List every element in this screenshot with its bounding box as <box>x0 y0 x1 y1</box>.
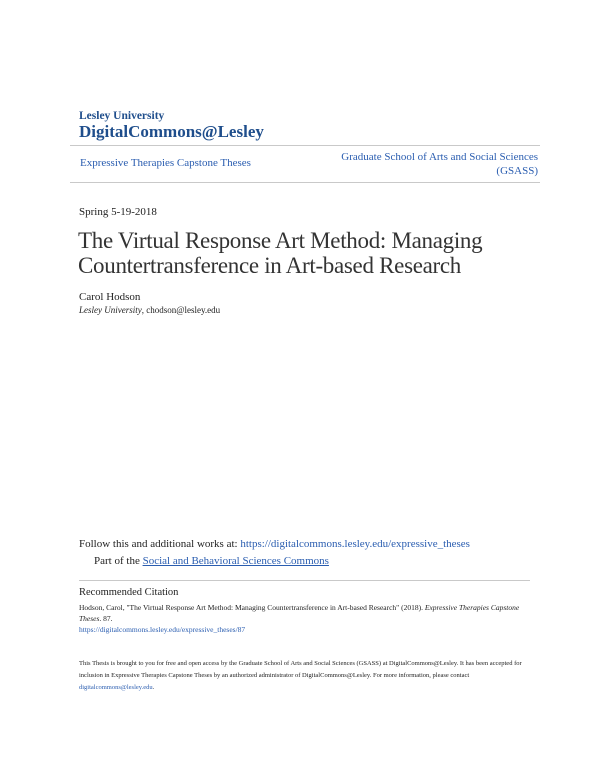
author-email: , chodson@lesley.edu <box>141 305 221 315</box>
publication-date: Spring 5-19-2018 <box>79 206 157 218</box>
footer-end: . <box>152 684 155 691</box>
follow-label: Follow this and additional works at: <box>79 538 241 550</box>
affiliation-name: Lesley University <box>79 305 142 315</box>
citation-heading: Recommended Citation <box>79 587 179 598</box>
citation-body: Hodson, Carol, "The Virtual Response Art Method: Managing Countertransference in Art-based Research" (2018). <box>79 603 423 612</box>
citation-divider <box>79 580 530 581</box>
follow-line <box>79 538 470 550</box>
citation-text <box>79 602 529 624</box>
paper-title: The Virtual Response Art Method: Managing Countertransference in Art-based Research <box>78 228 483 278</box>
partof-line <box>94 555 329 567</box>
follow-url-link[interactable]: https://digitalcommons.lesley.edu/expressive_theses <box>240 538 470 550</box>
collection-link-theses[interactable]: Expressive Therapies Capstone Theses <box>80 157 251 169</box>
repository-name[interactable]: DigitalCommons@Lesley <box>79 122 264 141</box>
citation-number: . 87. <box>99 614 113 623</box>
contact-email-link[interactable]: digitalcommons@lesley.edu <box>79 684 153 691</box>
footer-text: This Thesis is brought to you for free and open access by the Graduate School of Arts and Social Sciences (GSASS) at DigitalCommons@Lesley. It has been accepted for inclusion in Expressive Therapies Capstone Theses by an authorized administrator of DigitalCommons@Lesley. For more information, please contact <box>79 660 522 679</box>
institution-name: Lesley University <box>79 110 165 122</box>
commons-link[interactable]: Social and Behavioral Sciences Commons <box>142 555 329 567</box>
collection-link-gsass[interactable]: Graduate School of Arts and Social Sciences (GSASS) <box>341 151 538 177</box>
citation-url-link[interactable]: https://digitalcommons.lesley.edu/expressive_theses/87 <box>79 625 246 634</box>
author-affiliation <box>79 305 220 315</box>
footer-notice <box>79 658 529 694</box>
partof-label: Part of the <box>94 555 143 567</box>
citation-series: Expressive Therapies Capstone Theses <box>79 603 520 623</box>
author-name: Carol Hodson <box>79 291 141 303</box>
